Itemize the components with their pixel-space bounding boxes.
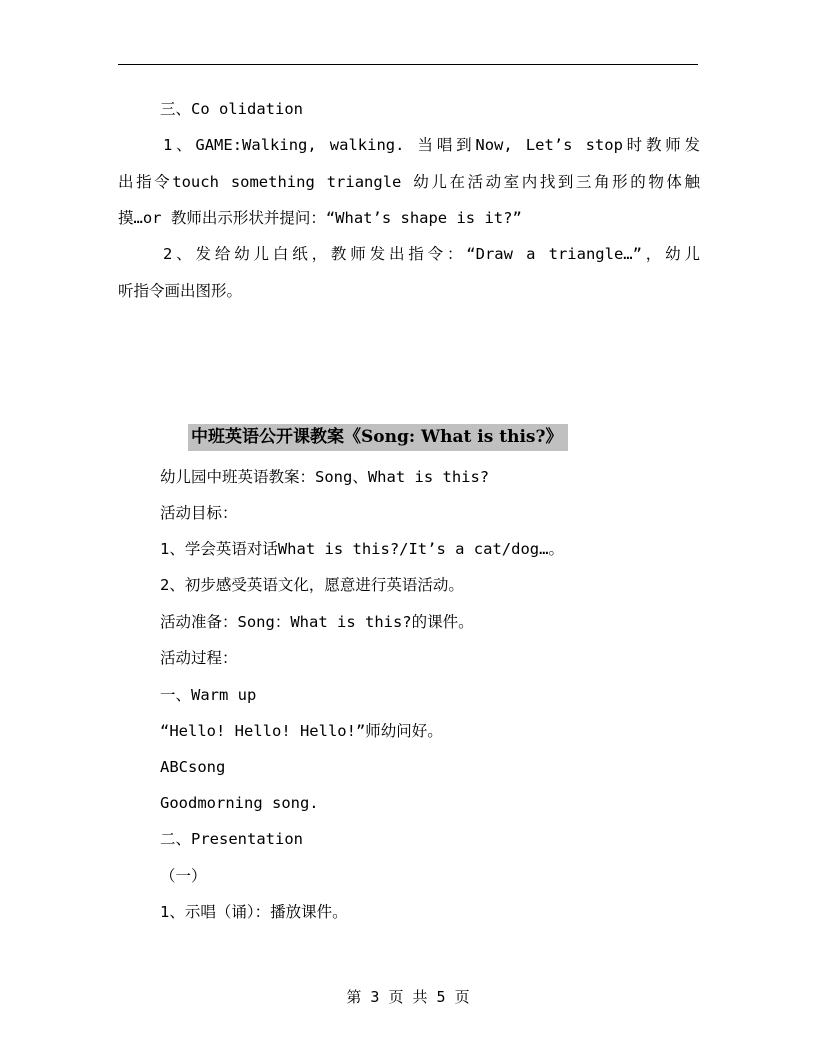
paragraph-line: 摸…or 教师出示形状并提问：“What’s shape is it?” <box>118 209 522 227</box>
lesson-line: Goodmorning song. <box>160 794 319 812</box>
paragraph-line: 听指令画出图形。 <box>118 282 243 300</box>
paragraph-line: 1、GAME:Walking, walking. 当唱到Now, Let’s stop时教师发 <box>163 136 700 154</box>
lesson-line: 1、学会英语对话What is this?/It’s a cat/dog…。 <box>160 540 564 558</box>
lesson-title: 中班英语公开课教案《Song: What is this?》 <box>188 424 568 451</box>
section-heading: 三、Co olidation <box>160 100 303 118</box>
lesson-line: 二、Presentation <box>160 830 303 848</box>
paragraph-line: 2、发给幼儿白纸，教师发出指令：“Draw a triangle…”，幼儿 <box>163 245 700 263</box>
lesson-line: 幼儿园中班英语教案：Song、What is this? <box>160 468 490 486</box>
paragraph-line: 出指令touch something triangle 幼儿在活动室内找到三角形的物体触 <box>118 173 700 191</box>
page-number: 第 3 页 共 5 页 <box>346 988 470 1006</box>
lesson-line: 一、Warm up <box>160 686 257 704</box>
lesson-line: “Hello! Hello! Hello!”师幼问好。 <box>160 722 443 740</box>
lesson-title-block <box>188 424 568 451</box>
lesson-line: ABCsong <box>160 758 226 776</box>
header-rule <box>118 64 698 65</box>
lesson-line: 活动过程： <box>160 649 238 667</box>
lesson-line: （一） <box>160 867 207 885</box>
lesson-line: 活动准备：Song：What is this?的课件。 <box>160 613 474 631</box>
lesson-line: 2、初步感受英语文化，愿意进行英语活动。 <box>160 576 464 594</box>
lesson-line: 1、示唱（诵）：播放课件。 <box>160 903 348 921</box>
lesson-line: 活动目标： <box>160 504 238 522</box>
